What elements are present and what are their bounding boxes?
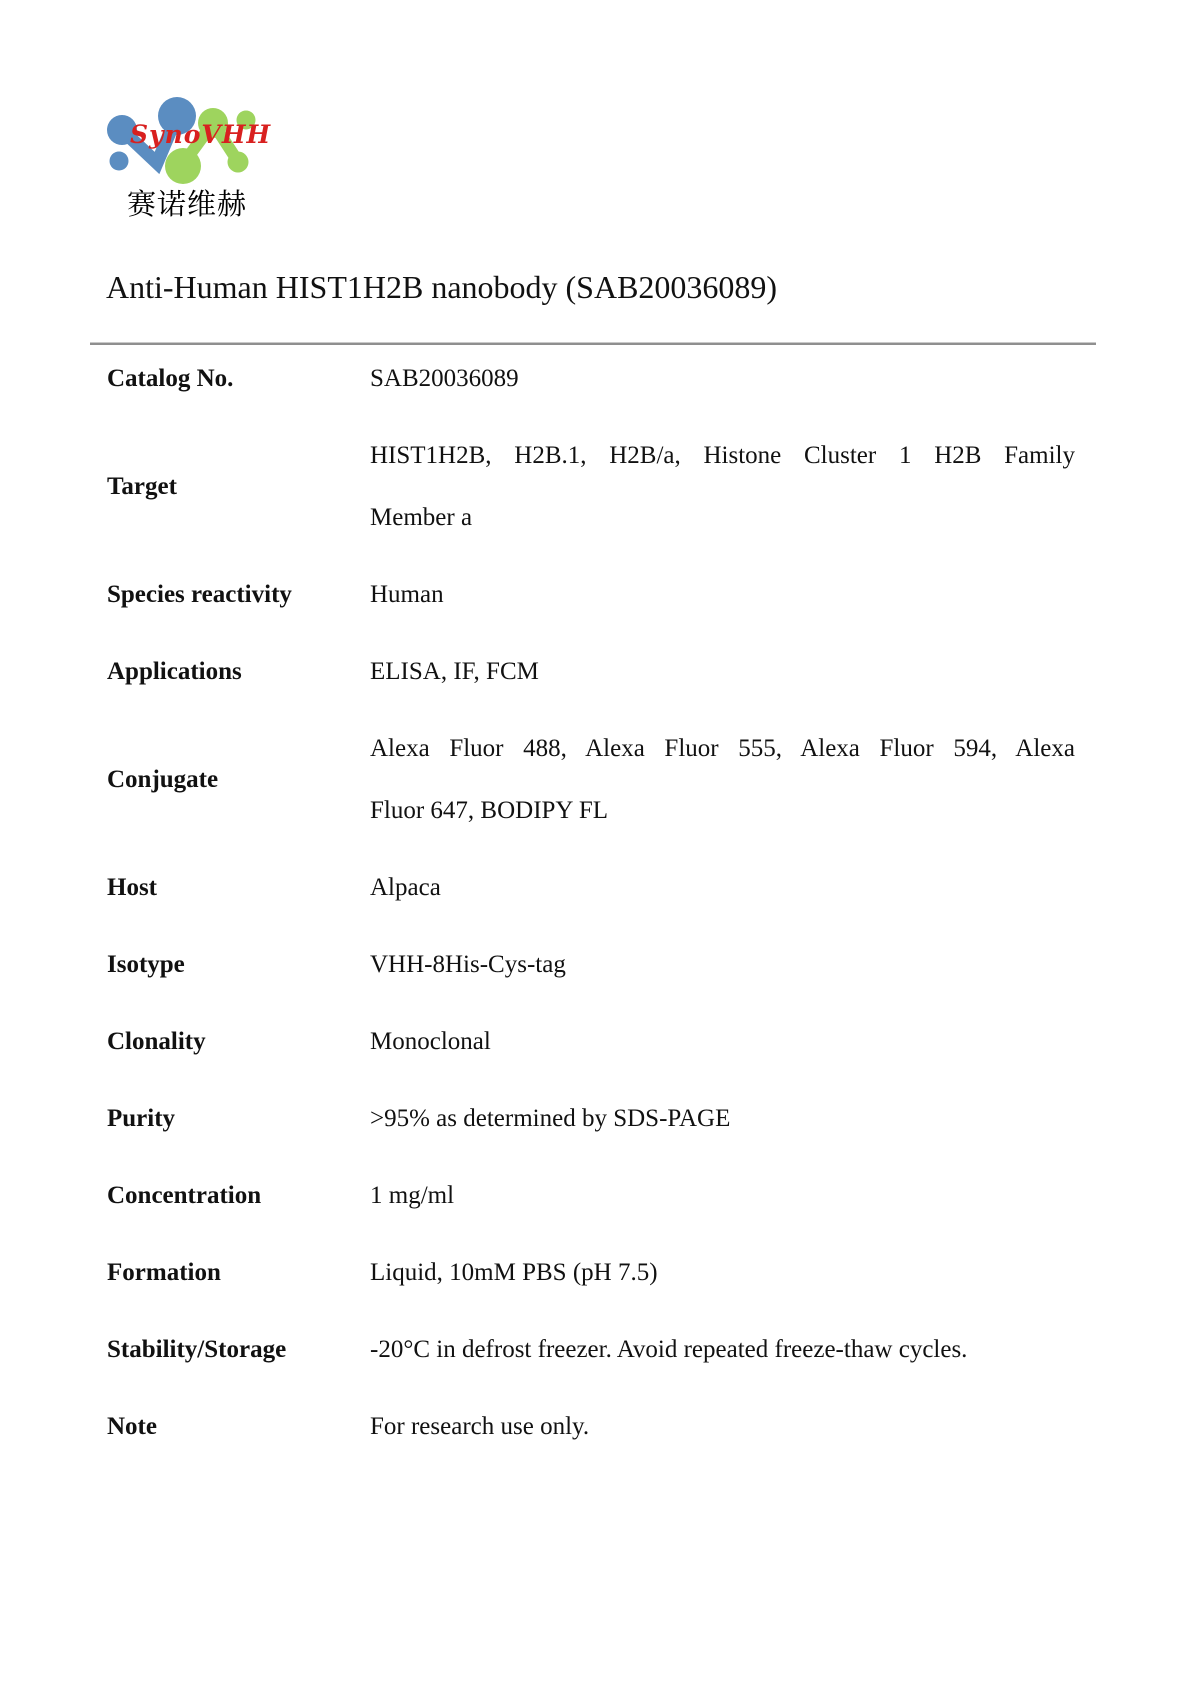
spec-label: Formation	[107, 1259, 221, 1286]
spec-value	[370, 1242, 1075, 1304]
spec-label: Clonality	[107, 1028, 206, 1055]
spec-label: Applications	[107, 658, 242, 685]
spec-row	[107, 641, 1075, 703]
spec-label: Isotype	[107, 951, 185, 978]
spec-label: Concentration	[107, 1182, 262, 1209]
spec-value	[370, 1396, 1075, 1458]
spec-value	[370, 425, 1075, 549]
spec-value-line: Fluor 647, BODIPY FL	[370, 797, 608, 824]
spec-label: Note	[107, 1413, 157, 1440]
spec-value-line: ELISA, IF, FCM	[370, 658, 539, 685]
spec-row	[107, 857, 1075, 919]
spec-row	[107, 1319, 1075, 1381]
spec-value	[370, 718, 1075, 842]
spec-label: Target	[107, 473, 177, 500]
spec-value-line: Monoclonal	[370, 1028, 491, 1055]
spec-row	[107, 348, 1075, 410]
spec-row	[107, 1165, 1075, 1227]
spec-value-line: Liquid, 10mM PBS (pH 7.5)	[370, 1259, 658, 1286]
spec-label: Purity	[107, 1105, 176, 1132]
spec-value-line: VHH-8His-Cys-tag	[370, 951, 566, 978]
brand-name-chinese: 赛诺维赫	[127, 187, 248, 221]
spec-value	[370, 1319, 1075, 1381]
spec-row	[107, 1242, 1075, 1304]
spec-table	[107, 348, 1075, 1473]
spec-row	[107, 718, 1075, 842]
spec-label: Host	[107, 874, 157, 901]
spec-value-line: Alexa Fluor 488, Alexa Fluor 555, Alexa Fluor 594, Alexa	[370, 735, 1075, 762]
spec-row	[107, 934, 1075, 996]
spec-row	[107, 425, 1075, 549]
spec-value-line: SAB20036089	[370, 365, 519, 392]
spec-row	[107, 1088, 1075, 1150]
spec-value	[370, 1011, 1075, 1073]
spec-row	[107, 564, 1075, 626]
brand-name-script: SynoVHH	[130, 120, 272, 149]
spec-row	[107, 1396, 1075, 1458]
spec-value-line: Alpaca	[370, 874, 441, 901]
spec-value	[370, 857, 1075, 919]
spec-value-line: Human	[370, 581, 444, 608]
spec-value	[370, 1165, 1075, 1227]
title-divider	[90, 342, 1096, 345]
spec-label: Catalog No.	[107, 365, 234, 392]
spec-label: Stability/Storage	[107, 1336, 287, 1363]
spec-row	[107, 1011, 1075, 1073]
spec-value	[370, 934, 1075, 996]
spec-value	[370, 1088, 1075, 1150]
spec-label: Conjugate	[107, 766, 219, 793]
spec-value-line: >95% as determined by SDS-PAGE	[370, 1105, 731, 1132]
spec-value	[370, 348, 1075, 410]
company-logo	[98, 90, 272, 221]
spec-value	[370, 641, 1075, 703]
spec-value-line: 1 mg/ml	[370, 1182, 455, 1209]
spec-value-line: Member a	[370, 504, 473, 531]
spec-value-line: For research use only.	[370, 1413, 590, 1440]
spec-label: Species reactivity	[107, 581, 292, 608]
spec-value-line: HIST1H2B, H2B.1, H2B/a, Histone Cluster 1 H2B Family	[370, 442, 1075, 469]
spec-value-line: -20°C in defrost freezer. Avoid repeated freeze-thaw cycles.	[370, 1336, 968, 1363]
spec-value	[370, 564, 1075, 626]
page-title: Anti-Human HIST1H2B nanobody (SAB20036089)	[106, 269, 778, 305]
